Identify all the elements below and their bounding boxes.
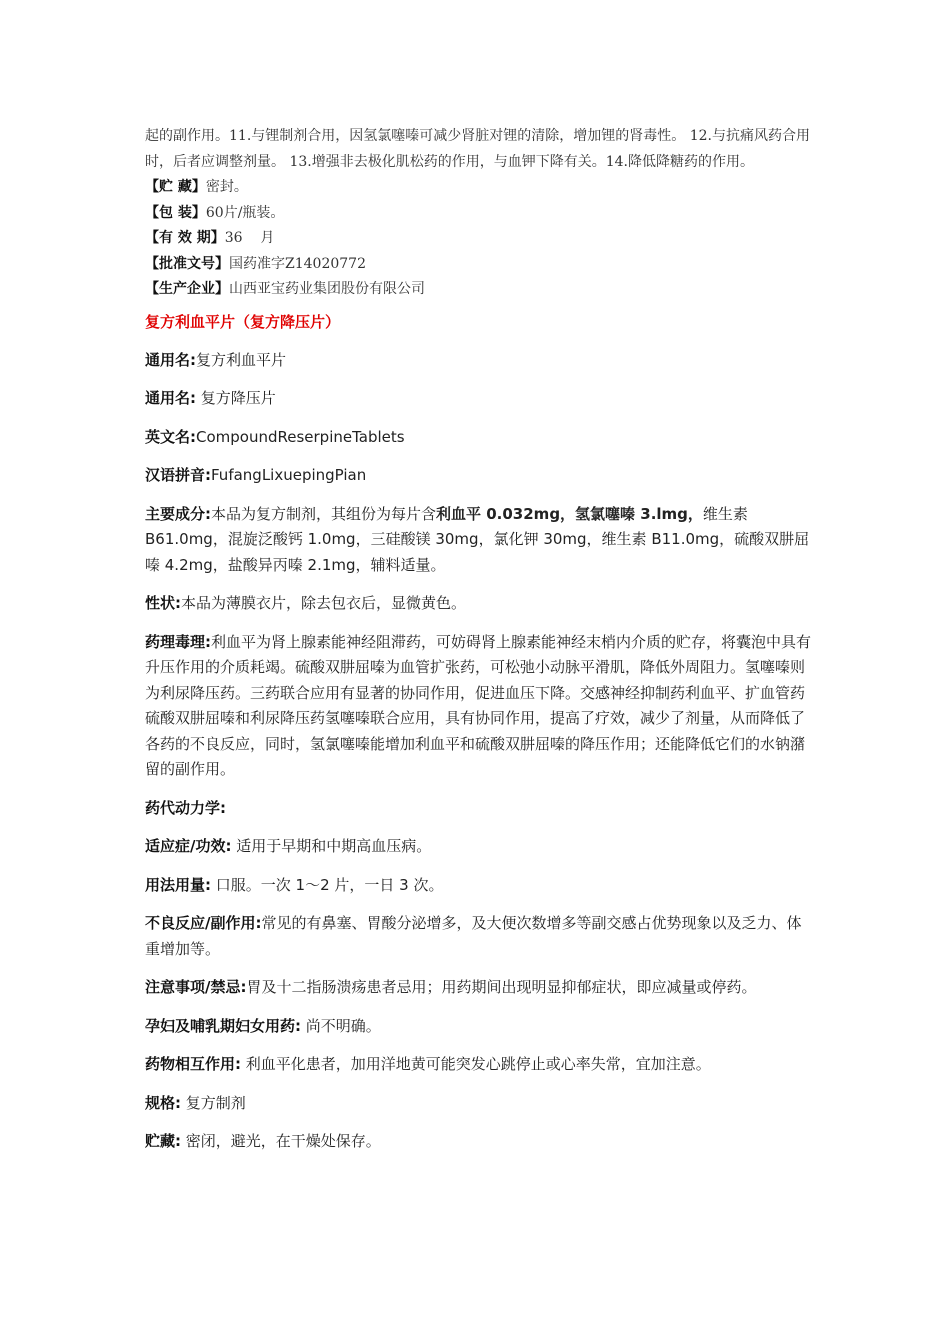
approval-label: 【批准文号】 xyxy=(145,255,229,272)
pharmacology-label: 药理毒理: xyxy=(145,632,211,651)
adverse-section xyxy=(145,911,815,962)
generic-name-2-label: 通用名: xyxy=(145,389,196,407)
english-name-value: CompoundReserpineTablets xyxy=(196,427,405,446)
interactions-value: 利血平化患者，加用洋地黄可能突发心跳停止或心率失常，宜加注意。 xyxy=(245,1055,711,1073)
dosage-value: 口服。一次 1～2 片，一日 3 次。 xyxy=(215,875,444,894)
pinyin-name xyxy=(145,463,815,489)
storage-section xyxy=(145,1129,815,1155)
pharmacology-value: 利血平为肾上腺素能神经阻滞药，可妨碍肾上腺素能神经末梢内介质的贮存，将囊泡中具有升压作用的介质耗竭。硫酸双肼屈嗪为血管扩张药，可松弛小动脉平滑肌，降低外周阻力。氢噻嗪则为利尿降压药。三药联合应用有显著的协同作用，促进血压下降。交感神经抑制药利血平、扩血管药硫酸双肼屈嗪和利尿降压药氢噻嗪联合应用，具有协同作用，提高了疗效，减少了剂量，从而降低了各药的不良反应，同时，氢氯噻嗪能增加利血平和硫酸双肼屈嗪的降压作用；还能降低它们的水钠潴留的副作用。 xyxy=(145,632,812,778)
package-value: 60片/瓶装。 xyxy=(205,204,285,221)
interactions-label: 药物相互作用: xyxy=(145,1055,241,1073)
package-label: 【包 装】 xyxy=(145,204,206,221)
precautions-label: 注意事项/禁忌: xyxy=(145,978,247,996)
indications-value: 适用于早期和中期高血压病。 xyxy=(236,837,432,855)
generic-name-2 xyxy=(145,386,815,412)
description-value: 本品为薄膜衣片，除去包衣后，显微黄色。 xyxy=(181,594,467,612)
indications-section xyxy=(145,834,815,860)
description-label: 性状: xyxy=(145,594,181,612)
storage-line xyxy=(145,175,815,201)
pregnancy-value: 尚不明确。 xyxy=(305,1016,381,1035)
manufacturer-label: 【生产企业】 xyxy=(145,281,229,297)
description-section xyxy=(145,591,815,617)
storage2-label: 贮藏: xyxy=(145,1132,181,1150)
ingredients-section xyxy=(145,502,815,579)
pregnancy-label: 孕妇及哺乳期妇女用药: xyxy=(145,1016,301,1035)
specification-label: 规格: xyxy=(145,1093,181,1112)
pinyin-label: 汉语拼音: xyxy=(145,466,211,484)
validity-line xyxy=(145,226,815,252)
dosage-label: 用法用量: xyxy=(145,875,211,894)
storage2-value: 密闭，避光，在干燥处保存。 xyxy=(185,1132,381,1150)
document-page xyxy=(145,124,815,1155)
precautions-value: 胃及十二指肠溃疡患者忌用；用药期间出现明显抑郁症状，即应减量或停药。 xyxy=(246,978,757,996)
pinyin-value: FufangLixuepingPian xyxy=(211,466,367,484)
ingredients-text-a: 本品为复方制剂，其组份为每片含 xyxy=(211,504,437,523)
adverse-value: 常见的有鼻塞、胃酸分泌增多，及大便次数增多等副交感占优势现象以及乏力、体重增加等。 xyxy=(145,914,802,958)
approval-value: 国药准字Z14020772 xyxy=(229,255,366,272)
generic-name-2-value: 复方降压片 xyxy=(200,389,276,407)
ingredients-label: 主要成分: xyxy=(145,504,211,523)
approval-line xyxy=(145,252,815,278)
dosage-section xyxy=(145,873,815,899)
validity-value: 36 月 xyxy=(224,230,275,246)
package-line xyxy=(145,201,815,227)
generic-name-1-label: 通用名: xyxy=(145,350,196,369)
ingredients-bold: 利血平 0.032mg，氢氯噻嗪 3.lmg， xyxy=(436,504,703,523)
manufacturer-line xyxy=(145,277,815,303)
english-name xyxy=(145,425,815,451)
validity-label: 【有 效 期】 xyxy=(145,230,225,246)
adverse-label: 不良反应/副作用: xyxy=(145,914,262,932)
storage-label: 【贮 藏】 xyxy=(145,179,206,195)
pharmacokinetics-label: 药代动力学: xyxy=(145,798,226,817)
interactions-section xyxy=(145,1052,815,1078)
specification-value: 复方制剂 xyxy=(185,1093,246,1112)
english-name-label: 英文名: xyxy=(145,427,196,446)
pregnancy-section xyxy=(145,1014,815,1040)
pharmacology-section xyxy=(145,630,815,783)
intro-paragraph: 起的副作用。11.与锂制剂合用，因氢氯噻嗪可减少肾脏对锂的清除，增加锂的肾毒性。 12.与抗痛风药合用时，后者应调整剂量。 13.增强非去极化肌松药的作用，与血钾下降有关。14.降低降糖药的作用。 xyxy=(145,128,810,170)
manufacturer-value: 山西亚宝药业集团股份有限公司 xyxy=(229,281,425,297)
pharmacokinetics-section xyxy=(145,796,815,822)
drug-title: 复方利血平片（复方降压片） xyxy=(145,312,341,331)
generic-name-1-value: 复方利血平片 xyxy=(196,350,287,369)
specification-section xyxy=(145,1091,815,1117)
precautions-section xyxy=(145,975,815,1001)
ingredients-text-b: 维生素 B61.0mg，混旋泛酸钙 1.0mg，三硅酸镁 30mg，氯化钾 30mg，维生素 B11.0mg，硫酸双肼屈嗪 4.2mg，盐酸异丙嗪 2.1mg，辅料适量。 xyxy=(145,504,810,574)
storage-value: 密封。 xyxy=(205,179,248,195)
generic-name-1 xyxy=(145,348,815,374)
indications-label: 适应症/功效: xyxy=(145,837,232,855)
